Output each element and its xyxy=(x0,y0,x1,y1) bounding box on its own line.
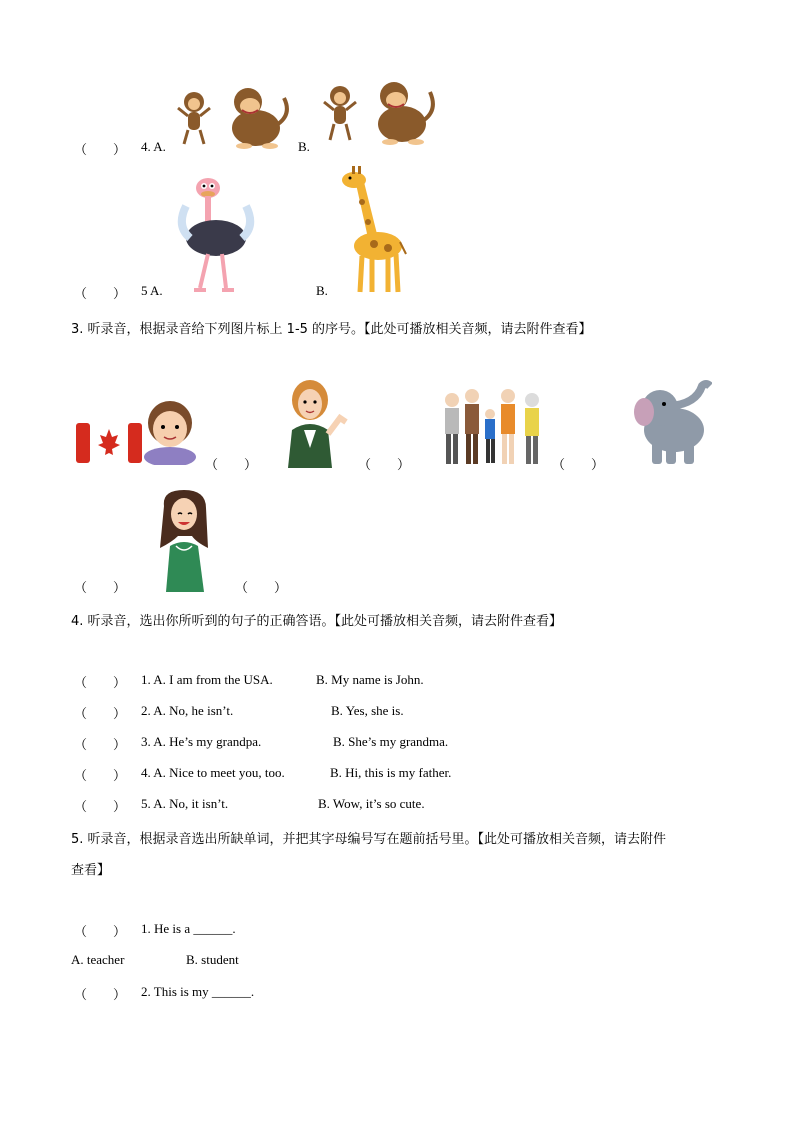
q3-paren-4[interactable]: （ ） xyxy=(74,580,127,595)
q4-item-1-b: B. My name is John. xyxy=(316,672,424,687)
q2-item5-label: 5 A. xyxy=(141,283,163,298)
q4-item-2-a: 2. A. No, he isn’t. xyxy=(141,703,234,718)
q5-item-1-paren[interactable]: （ ） xyxy=(74,924,127,939)
q4-heading: 4. 听录音，选出你所听到的句子的正确答语。【此处可播放相关音频，请去附件查看】 xyxy=(71,614,563,629)
q4-item-5-paren[interactable]: （ ） xyxy=(74,799,127,814)
monkey-icon xyxy=(318,76,438,150)
q4-item-2-paren[interactable]: （ ） xyxy=(74,706,127,721)
q3-paren-1[interactable]: （ ） xyxy=(205,457,258,472)
q4-item-3-b: B. She’s my grandma. xyxy=(333,734,449,749)
q4-item-3-paren[interactable]: （ ） xyxy=(74,737,127,752)
q4-item-1-a: 1. A. I am from the USA. xyxy=(141,672,273,687)
q4-item-4-b: B. Hi, this is my father. xyxy=(330,765,452,780)
q4-item-3-a: 3. A. He’s my grandpa. xyxy=(141,734,262,749)
q3-paren-5[interactable]: （ ） xyxy=(235,580,288,595)
q4-item-2-b: B. Yes, she is. xyxy=(331,703,404,718)
q4-item-4-paren[interactable]: （ ） xyxy=(74,768,127,783)
q3-heading: 3. 听录音，根据录音给下列图片标上 1-5 的序号。【此处可播放相关音频，请去附件查看】 xyxy=(71,322,592,337)
q4-item-5-a: 5. A. No, it isn’t. xyxy=(141,796,229,811)
q2-item4-label: 4. A. xyxy=(141,139,166,154)
giraffe-icon xyxy=(338,164,408,300)
q5-item-1-text: 1. He is a ______. xyxy=(141,921,236,936)
woman-icon xyxy=(152,488,218,596)
ostrich-icon xyxy=(176,176,256,300)
elephant-icon xyxy=(630,378,712,472)
q3-paren-3[interactable]: （ ） xyxy=(552,457,605,472)
q2-item4-b: B. xyxy=(298,139,310,154)
boy-icon xyxy=(142,395,198,469)
q5-option-a: A. teacher xyxy=(71,952,125,967)
q4-item-5-b: B. Wow, it’s so cute. xyxy=(318,796,425,811)
q4-item-1-paren[interactable]: （ ） xyxy=(74,675,127,690)
family-icon xyxy=(440,384,548,472)
q5-heading-line2: 查看】 xyxy=(71,863,111,878)
q5-heading-line1: 5. 听录音，根据录音选出所缺单词，并把其字母编号写在题前括号里。【此处可播放相关音频，请去附件 xyxy=(71,832,667,847)
q5-item-2-paren[interactable]: （ ） xyxy=(74,987,127,1002)
monkey-icon xyxy=(174,84,294,154)
q2-item5-b: B. xyxy=(316,283,328,298)
teacher-icon xyxy=(282,378,352,472)
q3-paren-2[interactable]: （ ） xyxy=(358,457,411,472)
q2-item5-paren[interactable]: （ ） xyxy=(74,286,127,301)
q5-option-b: B. student xyxy=(186,952,239,967)
q4-item-4-a: 4. A. Nice to meet you, too. xyxy=(141,765,285,780)
q2-item4-paren[interactable]: （ ） xyxy=(74,142,127,157)
q5-item-2-text: 2. This is my ______. xyxy=(141,984,255,999)
canada-flag-icon xyxy=(76,423,142,467)
